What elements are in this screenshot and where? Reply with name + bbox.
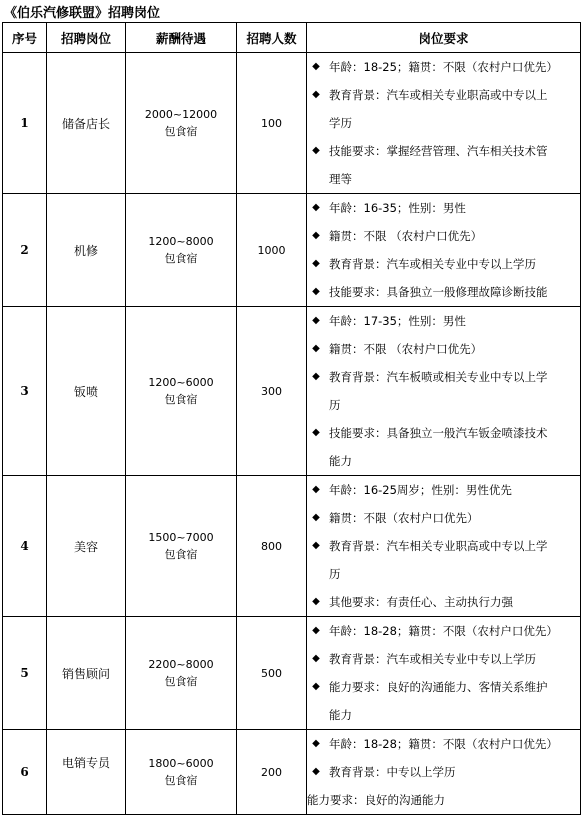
salary-note: 包食宿 [164,675,198,688]
requirement-text: 籍贯：不限 （农村户口优先） [329,229,483,243]
header-number: 序号 [3,23,47,53]
position-name [47,476,126,617]
diamond-bullet-icon: ◆ [312,484,320,495]
row-number: 6 [3,730,47,815]
table-row [3,53,581,194]
diamond-bullet-icon: ◆ [312,625,320,636]
requirement-line [307,363,580,391]
row-number: 4 [3,476,47,617]
diamond-bullet-icon: ◆ [312,512,320,523]
diamond-bullet-icon: ◆ [312,89,320,100]
requirement-text: 学历 [329,116,352,130]
salary-range: 1200~8000 [148,235,214,248]
salary-cell [126,307,237,476]
position-label: 储备店长 [61,116,110,131]
hiring-count: 800 [237,476,307,617]
diamond-bullet-icon: ◆ [312,343,320,354]
requirement-line [307,109,580,137]
requirement-text: 年龄：16-25周岁；性别：男性优先 [329,483,512,497]
diamond-bullet-icon: ◆ [312,145,320,156]
position-name [47,194,126,307]
diamond-bullet-icon: ◆ [312,230,320,241]
requirement-text: 年龄：17-35；性别：男性 [329,314,466,328]
job-table [2,22,581,815]
salary-cell [126,194,237,307]
requirement-text: 籍贯：不限 （农村户口优先） [329,342,483,356]
position-label: 钣喷 [73,384,98,399]
header-row [3,23,581,53]
salary-cell [126,617,237,730]
salary-note: 包食宿 [164,125,198,138]
diamond-bullet-icon: ◆ [312,371,320,382]
table-row [3,194,581,307]
header-count: 招聘人数 [237,23,307,53]
requirement-text: 能力 [329,454,352,468]
salary-range: 1200~6000 [148,376,214,389]
requirement-text: 年龄：18-28；籍贯：不限（农村户口优先） [329,737,558,751]
requirements-cell [307,617,581,730]
requirement-line [307,617,580,645]
requirement-text: 年龄：18-25；籍贯：不限（农村户口优先） [329,60,558,74]
requirement-text: 籍贯：不限（农村户口优先） [329,511,479,525]
requirements-cell [307,730,581,815]
requirement-line [307,278,580,306]
requirement-line [307,701,580,729]
requirement-line [307,504,580,532]
diamond-bullet-icon: ◆ [312,596,320,607]
requirement-text: 教育背景：汽车或相关专业中专以上学历 [329,257,536,271]
requirement-line [307,588,580,616]
position-name [47,307,126,476]
table-row [3,730,581,815]
requirement-text: 理等 [329,172,352,186]
salary-note: 包食宿 [164,548,198,561]
salary-cell [126,730,237,815]
position-label: 销售顾问 [61,666,110,681]
requirement-line [307,645,580,673]
requirement-text: 技能要求：掌握经营管理、汽车相关技术管 [329,144,548,158]
job-rows [3,53,581,815]
requirements-cell [307,307,581,476]
requirement-text: 教育背景：汽车或相关专业中专以上学历 [329,652,536,666]
requirement-line [307,730,580,758]
requirement-text: 教育背景：汽车板喷或相关专业中专以上学 [329,370,548,384]
diamond-bullet-icon: ◆ [312,681,320,692]
hiring-count: 100 [237,53,307,194]
salary-cell [126,476,237,617]
requirement-line [307,307,580,335]
requirement-line [307,391,580,419]
hiring-count: 300 [237,307,307,476]
diamond-bullet-icon: ◆ [312,427,320,438]
diamond-bullet-icon: ◆ [312,202,320,213]
salary-range: 1800~6000 [148,757,214,770]
requirement-text: 技能要求：具备独立一般修理故障诊断技能 [329,285,548,299]
requirement-text: 其他要求：有责任心、主动执行力强 [329,595,513,609]
requirement-line [307,786,580,814]
requirement-text: 历 [329,567,341,581]
requirement-text: 教育背景：汽车或相关专业职高或中专以上 [329,88,548,102]
requirement-text: 能力要求：良好的沟通能力 [307,793,445,807]
salary-range: 2200~8000 [148,658,214,671]
position-name [47,730,126,815]
table-row [3,476,581,617]
diamond-bullet-icon: ◆ [312,540,320,551]
requirement-line [307,419,580,447]
header-requirements: 岗位要求 [307,23,581,53]
header-position: 招聘岗位 [47,23,126,53]
requirement-line [307,560,580,588]
requirement-line [307,335,580,363]
diamond-bullet-icon: ◆ [312,61,320,72]
row-number: 1 [3,53,47,194]
requirement-line [307,53,580,81]
requirement-line [307,476,580,504]
diamond-bullet-icon: ◆ [312,738,320,749]
position-label: 机修 [73,243,98,258]
requirement-line [307,758,580,786]
table-row [3,307,581,476]
requirement-line [307,250,580,278]
requirements-cell [307,476,581,617]
hiring-count: 500 [237,617,307,730]
diamond-bullet-icon: ◆ [312,653,320,664]
requirement-text: 年龄：16-35；性别：男性 [329,201,466,215]
requirement-text: 能力要求：良好的沟通能力、客情关系维护 [329,680,548,694]
salary-note: 包食宿 [164,252,198,265]
salary-cell [126,53,237,194]
row-number: 2 [3,194,47,307]
row-number: 3 [3,307,47,476]
position-name [47,53,126,194]
diamond-bullet-icon: ◆ [312,315,320,326]
requirement-line [307,194,580,222]
requirement-text: 能力 [329,708,352,722]
requirements-cell [307,53,581,194]
table-row [3,617,581,730]
salary-note: 包食宿 [164,393,198,406]
row-number: 5 [3,617,47,730]
requirement-line [307,137,580,165]
requirements-cell [307,194,581,307]
diamond-bullet-icon: ◆ [312,258,320,269]
page-title: 《伯乐汽修联盟》招聘岗位 [4,6,161,21]
position-label: 电销专员 [61,755,110,770]
requirement-line [307,673,580,701]
salary-range: 1500~7000 [148,531,214,544]
requirement-text: 教育背景：中专以上学历 [329,765,456,779]
requirement-line [307,222,580,250]
requirement-line [307,447,580,475]
requirement-line [307,81,580,109]
position-label: 美容 [73,539,98,554]
salary-note: 包食宿 [164,774,198,787]
requirement-text: 教育背景：汽车相关专业职高或中专以上学 [329,539,548,553]
diamond-bullet-icon: ◆ [312,766,320,777]
salary-range: 2000~12000 [144,108,218,121]
requirement-text: 历 [329,398,341,412]
requirement-line [307,165,580,193]
hiring-count: 200 [237,730,307,815]
position-name [47,617,126,730]
diamond-bullet-icon: ◆ [312,286,320,297]
hiring-count: 1000 [237,194,307,307]
requirement-text: 技能要求：具备独立一般汽车钣金喷漆技术 [329,426,548,440]
requirement-line [307,532,580,560]
requirement-text: 年龄：18-28；籍贯：不限（农村户口优先） [329,624,558,638]
header-salary: 薪酬待遇 [126,23,237,53]
